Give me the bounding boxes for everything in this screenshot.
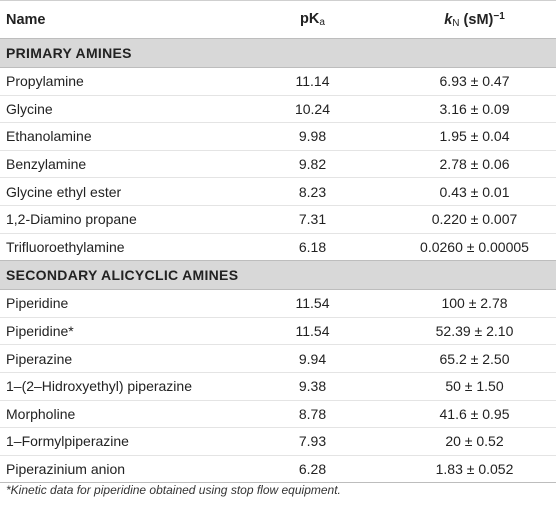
section-title: PRIMARY AMINES xyxy=(0,39,556,68)
header-kn-unit: (sM) xyxy=(459,11,494,28)
cell-name: 1–(2–Hidroxyethyl) piperazine xyxy=(0,372,222,400)
section-header-row xyxy=(0,261,556,290)
table-row xyxy=(0,150,556,178)
cell-kn: 100 ± 2.78 xyxy=(373,290,556,318)
table-row xyxy=(0,95,556,123)
cell-name: Piperazinium anion xyxy=(0,455,222,483)
cell-pka: 8.78 xyxy=(222,400,373,428)
cell-name: Benzylamine xyxy=(0,150,222,178)
cell-pka: 9.38 xyxy=(222,372,373,400)
cell-kn: 3.16 ± 0.09 xyxy=(373,95,556,123)
cell-pka: 6.28 xyxy=(222,455,373,483)
cell-name: Piperazine xyxy=(0,345,222,373)
cell-pka: 7.31 xyxy=(222,205,373,233)
table-row xyxy=(0,123,556,151)
header-kn-sub: N xyxy=(452,17,460,29)
cell-name: Trifluoroethylamine xyxy=(0,233,222,261)
cell-pka: 7.93 xyxy=(222,428,373,456)
section-title: SECONDARY ALICYCLIC AMINES xyxy=(0,261,556,290)
table-row xyxy=(0,428,556,456)
cell-pka: 6.18 xyxy=(222,233,373,261)
cell-pka: 8.23 xyxy=(222,178,373,206)
cell-kn: 6.93 ± 0.47 xyxy=(373,68,556,96)
cell-kn: 65.2 ± 2.50 xyxy=(373,345,556,373)
cell-name: Piperidine xyxy=(0,290,222,318)
cell-name: Piperidine* xyxy=(0,317,222,345)
cell-pka: 11.14 xyxy=(222,68,373,96)
table-footnote: *Kinetic data for piperidine obtained using stop flow equipment. xyxy=(6,483,341,497)
cell-pka: 9.98 xyxy=(222,123,373,151)
cell-kn: 1.95 ± 0.04 xyxy=(373,123,556,151)
table-row xyxy=(0,68,556,96)
cell-kn: 50 ± 1.50 xyxy=(373,372,556,400)
header-pka xyxy=(222,1,373,39)
cell-kn: 20 ± 0.52 xyxy=(373,428,556,456)
header-pka-main: pK xyxy=(300,11,320,27)
table-row xyxy=(0,178,556,206)
cell-name: Glycine xyxy=(0,95,222,123)
header-kn-sup: −1 xyxy=(493,10,505,22)
table-row xyxy=(0,233,556,261)
cell-name: Glycine ethyl ester xyxy=(0,178,222,206)
cell-pka: 11.54 xyxy=(222,290,373,318)
cell-pka: 11.54 xyxy=(222,317,373,345)
table-row xyxy=(0,290,556,318)
cell-name: 1,2-Diamino propane xyxy=(0,205,222,233)
table-row xyxy=(0,205,556,233)
cell-name: Morpholine xyxy=(0,400,222,428)
table-row xyxy=(0,400,556,428)
cell-pka: 9.82 xyxy=(222,150,373,178)
cell-pka: 10.24 xyxy=(222,95,373,123)
cell-kn: 0.0260 ± 0.00005 xyxy=(373,233,556,261)
cell-kn: 0.43 ± 0.01 xyxy=(373,178,556,206)
cell-kn: 1.83 ± 0.052 xyxy=(373,455,556,483)
cell-name: Ethanolamine xyxy=(0,123,222,151)
table-row xyxy=(0,372,556,400)
section-header-row xyxy=(0,39,556,68)
cell-name: Propylamine xyxy=(0,68,222,96)
cell-name: 1–Formylpiperazine xyxy=(0,428,222,456)
header-kn-k: k xyxy=(444,11,453,28)
cell-pka: 9.94 xyxy=(222,345,373,373)
table-row xyxy=(0,345,556,373)
table-row xyxy=(0,455,556,483)
header-pka-sub: a xyxy=(319,17,325,28)
header-kn xyxy=(373,1,556,39)
header-name: Name xyxy=(6,11,46,28)
cell-kn: 52.39 ± 2.10 xyxy=(373,317,556,345)
cell-kn: 0.220 ± 0.007 xyxy=(373,205,556,233)
cell-kn: 2.78 ± 0.06 xyxy=(373,150,556,178)
table-row xyxy=(0,317,556,345)
cell-kn: 41.6 ± 0.95 xyxy=(373,400,556,428)
table-header-row xyxy=(0,1,556,39)
